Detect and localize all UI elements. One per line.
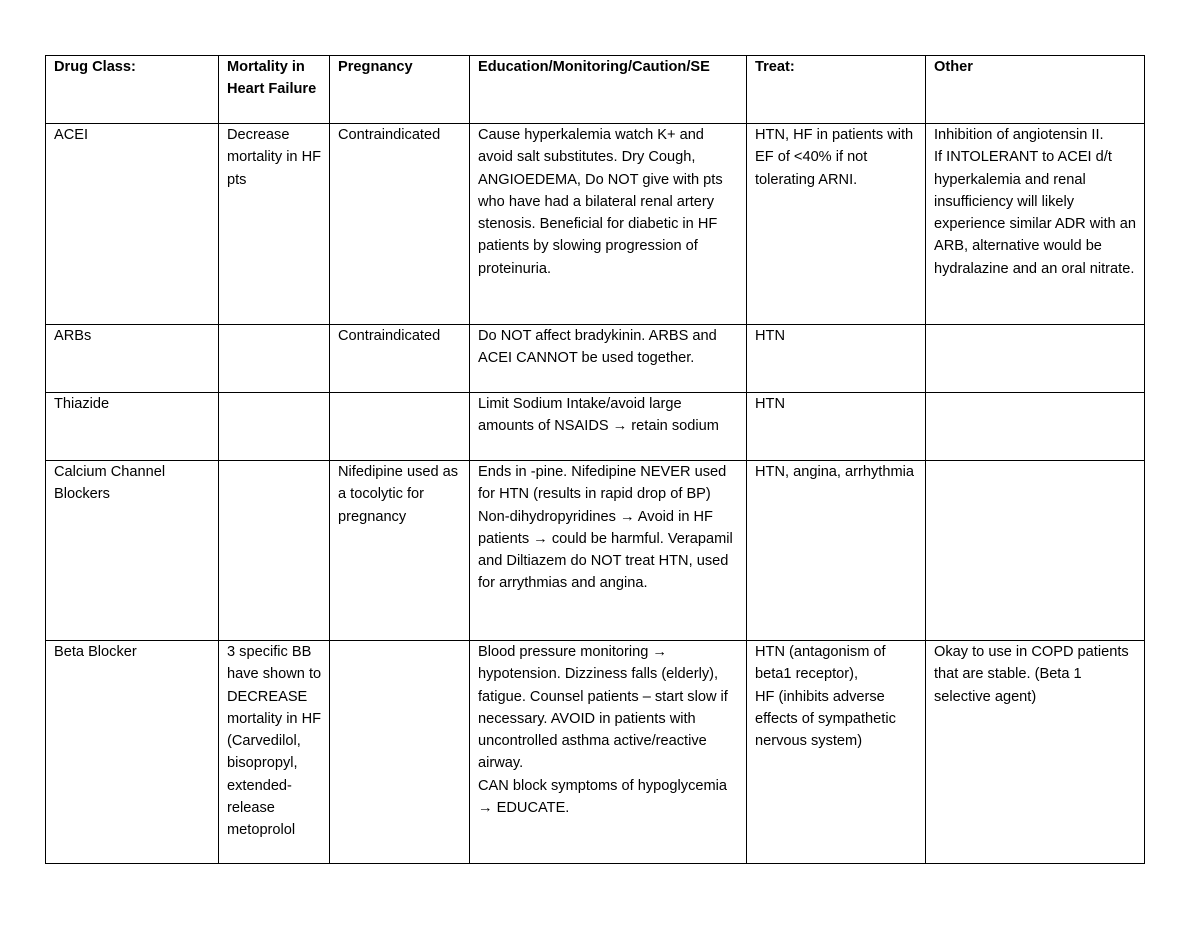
cell-mortality xyxy=(219,393,330,461)
cell-treat: HTN, angina, arrhythmia xyxy=(747,461,926,641)
table-header-row xyxy=(46,56,1145,124)
cell-mortality: 3 specific BB have shown to DECREASE mortality in HF (Carvedilol, bisopropyl, extended-release metoprolol xyxy=(219,641,330,864)
table-row xyxy=(46,641,1145,864)
cell-education: Limit Sodium Intake/avoid large amounts of NSAIDS → retain sodium xyxy=(470,393,747,461)
cell-mortality xyxy=(219,461,330,641)
cell-education: Do NOT affect bradykinin. ARBS and ACEI CANNOT be used together. xyxy=(470,325,747,393)
cell-drug-class: ACEI xyxy=(46,124,219,325)
table-row xyxy=(46,124,1145,325)
table-row xyxy=(46,393,1145,461)
cell-treat: HTN xyxy=(747,325,926,393)
cell-pregnancy xyxy=(330,641,470,864)
drug-class-table xyxy=(45,55,1145,864)
cell-drug-class: Beta Blocker xyxy=(46,641,219,864)
table-row xyxy=(46,325,1145,393)
cell-treat: HTN xyxy=(747,393,926,461)
header-education: Education/Monitoring/Caution/SE xyxy=(470,56,747,124)
header-treat: Treat: xyxy=(747,56,926,124)
cell-drug-class: Thiazide xyxy=(46,393,219,461)
header-drug-class: Drug Class: xyxy=(46,56,219,124)
header-other: Other xyxy=(926,56,1145,124)
cell-pregnancy: Contraindicated xyxy=(330,124,470,325)
cell-drug-class: Calcium Channel Blockers xyxy=(46,461,219,641)
header-pregnancy: Pregnancy xyxy=(330,56,470,124)
cell-mortality xyxy=(219,325,330,393)
header-mortality: Mortality in Heart Failure xyxy=(219,56,330,124)
cell-education: Ends in -pine. Nifedipine NEVER used for HTN (results in rapid drop of BP) Non-dihydropyridines → Avoid in HF patients → could be harmful. Verapamil and Diltiazem do NOT treat HTN, used for arrythmias and angina. xyxy=(470,461,747,641)
cell-other xyxy=(926,393,1145,461)
cell-treat: HTN, HF in patients with EF of <40% if not tolerating ARNI. xyxy=(747,124,926,325)
cell-other xyxy=(926,461,1145,641)
cell-pregnancy xyxy=(330,393,470,461)
cell-education: Blood pressure monitoring → hypotension. Dizziness falls (elderly), fatigue. Counsel patients – start slow if necessary. AVOID in patients with uncontrolled asthma active/reactive airway. CAN block symptoms of hypoglycemia → EDUCATE. xyxy=(470,641,747,864)
cell-pregnancy: Contraindicated xyxy=(330,325,470,393)
cell-other: Inhibition of angiotensin II. If INTOLERANT to ACEI d/t hyperkalemia and renal insufficiency will likely experience similar ADR with an ARB, alternative would be hydralazine and an oral nitrate. xyxy=(926,124,1145,325)
cell-other: Okay to use in COPD patients that are stable. (Beta 1 selective agent) xyxy=(926,641,1145,864)
cell-other xyxy=(926,325,1145,393)
cell-education: Cause hyperkalemia watch K+ and avoid salt substitutes. Dry Cough, ANGIOEDEMA, Do NOT give with pts who have had a bilateral renal artery stenosis. Beneficial for diabetic in HF patients by slowing progression of proteinuria. xyxy=(470,124,747,325)
cell-drug-class: ARBs xyxy=(46,325,219,393)
cell-pregnancy: Nifedipine used as a tocolytic for pregnancy xyxy=(330,461,470,641)
cell-mortality: Decrease mortality in HF pts xyxy=(219,124,330,325)
cell-treat: HTN (antagonism of beta1 receptor), HF (inhibits adverse effects of sympathetic nervous system) xyxy=(747,641,926,864)
table-row xyxy=(46,461,1145,641)
